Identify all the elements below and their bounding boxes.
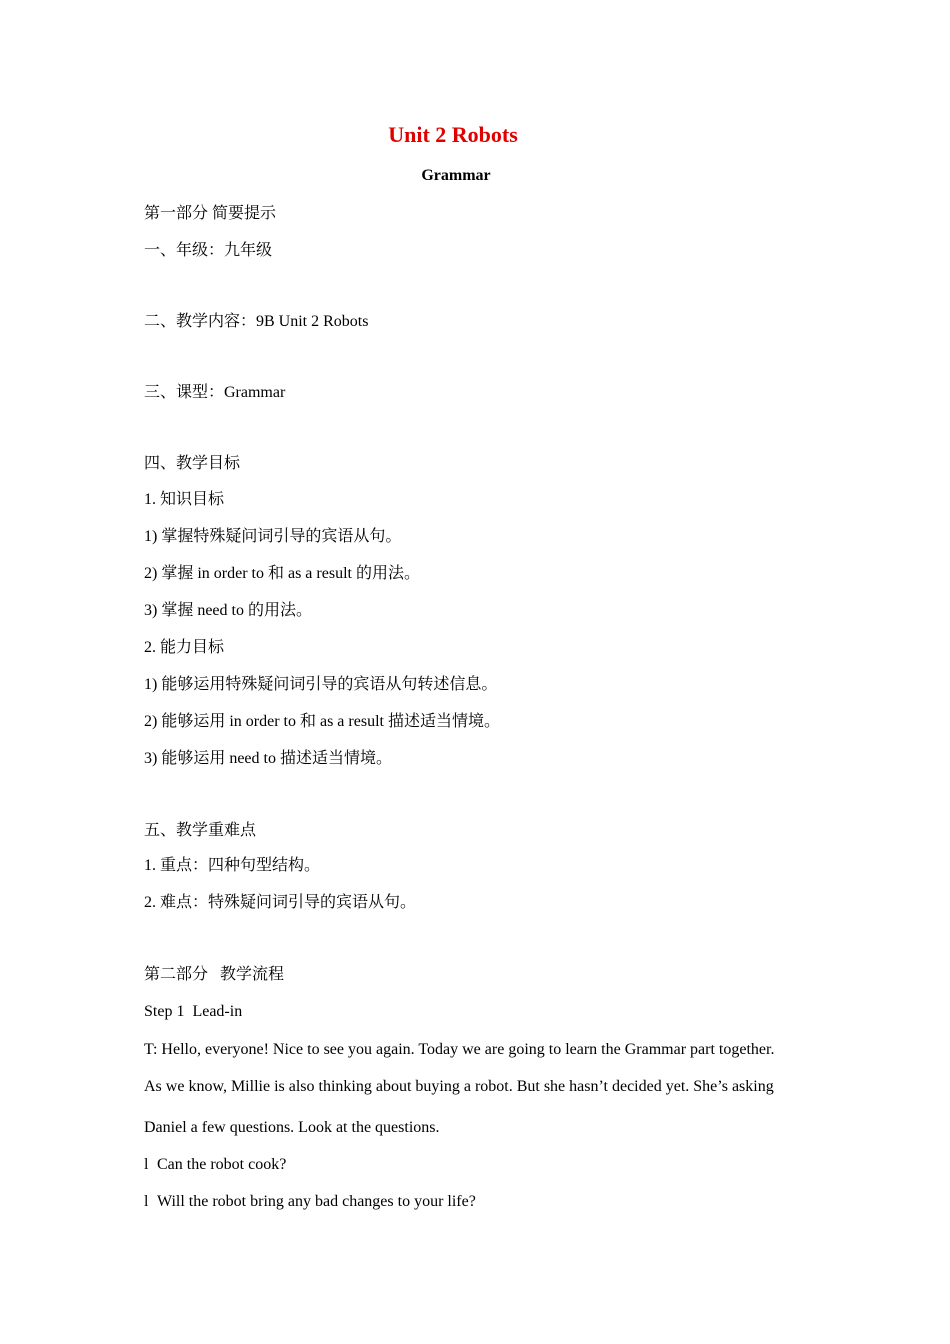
bullet-item bbox=[144, 1191, 476, 1213]
section-heading-part-two: 第二部分 教学流程 bbox=[144, 966, 285, 983]
knowledge-goal-item: 2) 掌握 in order to 和 as a result 的用法。 bbox=[144, 565, 420, 582]
key-point-item: 1. 重点：四种句型结构。 bbox=[144, 857, 321, 874]
section-heading-part-one: 第一部分 简要提示 bbox=[144, 205, 277, 222]
knowledge-goal-item: 1) 掌握特殊疑问词引导的宾语从句。 bbox=[144, 528, 402, 545]
grade-line: 一、年级：九年级 bbox=[144, 242, 273, 259]
bullet-text: Will the robot bring any bad changes to your life? bbox=[157, 1193, 476, 1210]
bullet-text: Can the robot cook? bbox=[157, 1156, 287, 1173]
knowledge-goals-heading: 1. 知识目标 bbox=[144, 491, 225, 508]
document-subtitle: Grammar bbox=[421, 167, 491, 184]
paragraph-line: Daniel a few questions. Look at the questions. bbox=[144, 1119, 440, 1136]
document-title: Unit 2 Robots bbox=[388, 122, 518, 147]
lesson-type-line: 三、课型：Grammar bbox=[144, 384, 286, 401]
ability-goal-item: 1) 能够运用特殊疑问词引导的宾语从句转述信息。 bbox=[144, 676, 498, 693]
bullet-item bbox=[144, 1154, 286, 1176]
bullet-marker: l bbox=[144, 1156, 149, 1173]
teaching-goals-heading: 四、教学目标 bbox=[144, 455, 241, 472]
ability-goal-item: 2) 能够运用 in order to 和 as a result 描述适当情境。 bbox=[144, 713, 500, 730]
teaching-content-line: 二、教学内容：9B Unit 2 Robots bbox=[144, 313, 369, 330]
difficult-point-item: 2. 难点：特殊疑问词引导的宾语从句。 bbox=[144, 894, 417, 911]
paragraph-line: As we know, Millie is also thinking about buying a robot. But she hasn’t decided yet. She’s asking bbox=[144, 1078, 774, 1095]
step-heading: Step 1 Lead-in bbox=[144, 1003, 243, 1020]
ability-goals-heading: 2. 能力目标 bbox=[144, 639, 225, 656]
paragraph-line: T: Hello, everyone! Nice to see you again. Today we are going to learn the Grammar part together. bbox=[144, 1041, 775, 1058]
knowledge-goal-item: 3) 掌握 need to 的用法。 bbox=[144, 602, 312, 619]
bullet-marker: l bbox=[144, 1193, 149, 1210]
key-difficult-points-heading: 五、教学重难点 bbox=[144, 822, 257, 839]
ability-goal-item: 3) 能够运用 need to 描述适当情境。 bbox=[144, 750, 392, 767]
